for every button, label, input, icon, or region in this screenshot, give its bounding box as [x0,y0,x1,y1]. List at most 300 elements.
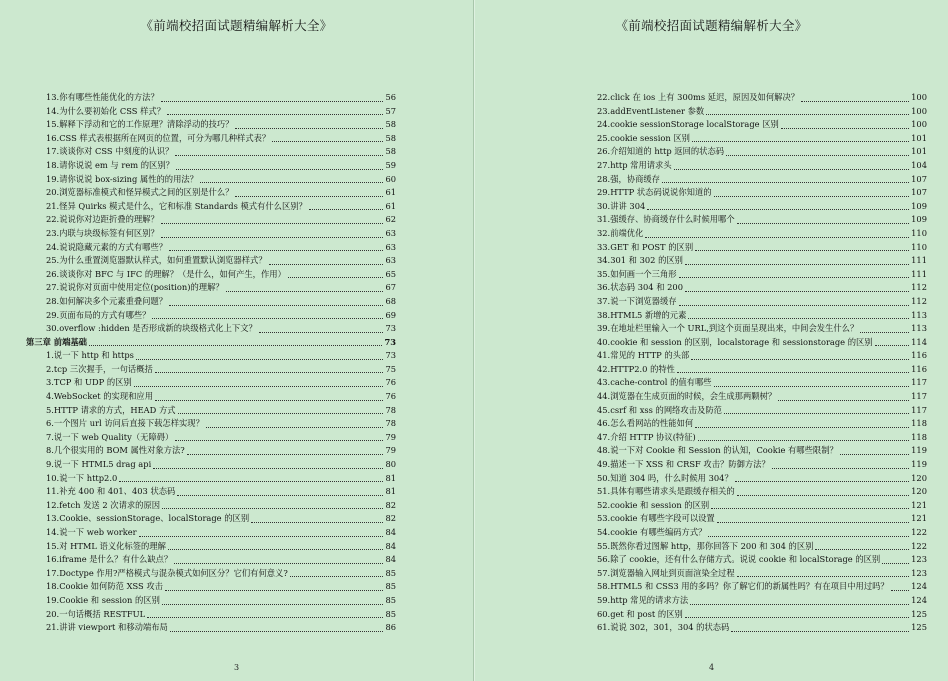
dot-leader [161,101,384,102]
toc-entry[interactable] [26,376,396,390]
dot-leader [147,617,383,618]
toc-entry-page: 86 [385,622,396,633]
toc-entry[interactable] [577,309,927,323]
dot-leader [691,359,909,360]
dot-leader [708,536,909,537]
toc-entry[interactable] [26,173,396,187]
dot-leader [714,196,910,197]
toc-entry-title: 26.介绍知道的 http 返回的状态码 [597,146,725,157]
dot-leader [679,305,910,306]
toc-entry-page: 121 [911,513,927,524]
toc-entry[interactable] [26,417,396,431]
dot-leader [153,468,383,469]
toc-entry-title: 42.HTTP2.0 的特性 [597,363,675,374]
toc-entry-title: 50.知道 304 吗，什么时候用 304？ [597,472,733,483]
dot-leader [206,427,384,428]
toc-entry-page: 63 [385,255,396,266]
toc-entry[interactable] [577,485,927,499]
toc-chapter-heading[interactable] [26,336,396,350]
toc-entry-title: 32.前端优化 [597,227,644,238]
toc-entry-page: 112 [911,295,927,306]
toc-entry-page: 114 [911,336,927,347]
toc-entry[interactable] [26,91,396,105]
toc-entry-title: 37.说一下浏览器缓存 [597,295,677,306]
toc-entry-page: 60 [385,173,396,184]
toc-entry-title: 第三章 前端基础 [26,336,87,347]
toc-entry-title: 27.http 常用请求头 [597,159,672,170]
toc-entry-page: 124 [911,581,927,592]
toc-entry[interactable] [26,200,396,214]
toc-entry[interactable] [26,540,396,554]
page-header: 《前端校招面试题精编解析大全》 [140,18,333,33]
page-header: 《前端校招面试题精编解析大全》 [615,18,808,33]
dot-leader [875,345,910,346]
dot-leader [840,454,909,455]
toc-entry-page: 118 [911,431,927,442]
toc-entry-title: 20.浏览器标准模式和怪异模式之间的区别是什么？ [46,187,234,198]
toc-entry-page: 82 [385,499,396,510]
toc-entry[interactable] [26,608,396,622]
toc-entry-title: 29.HTTP 状态码说说你知道的 [597,187,712,198]
dot-leader [309,209,384,210]
toc-entry[interactable] [26,444,396,458]
toc-entry-page: 101 [911,146,927,157]
toc-entry-title: 52.cookie 和 session 的区别 [597,499,710,510]
toc-entry[interactable] [26,145,396,159]
toc-entry[interactable] [577,295,927,309]
toc-entry[interactable] [26,254,396,268]
toc-entry-title: 13.你有哪些性能优化的方法？ [46,92,159,102]
toc-entry[interactable] [26,499,396,513]
toc-entry-page: 62 [385,214,396,225]
dot-leader [167,114,383,115]
dot-leader [119,481,383,482]
toc-entry-page: 79 [385,445,396,456]
toc-entry-title: 45.csrf 和 xss 的网络攻击及防范 [597,404,722,415]
toc-entry[interactable] [577,132,927,146]
toc-entry-page: 109 [911,200,927,211]
dot-leader [89,345,382,346]
toc-entry-page: 78 [385,418,396,429]
page-number: 4 [708,663,715,672]
dot-leader [251,522,383,523]
toc-entry[interactable] [26,132,396,146]
dot-leader [695,250,909,251]
dot-leader [134,386,384,387]
toc-entry-page: 84 [385,540,396,551]
toc-entry[interactable] [26,309,396,323]
dot-leader [269,264,384,265]
toc-entry-page: 61 [385,200,396,211]
toc-entry-page: 79 [385,431,396,442]
dot-leader [688,318,909,319]
toc-entry-page: 65 [385,268,396,279]
dot-leader [647,209,909,210]
toc-entry[interactable] [26,553,396,567]
dot-leader [706,114,909,115]
toc-entry-page: 73 [385,323,396,334]
toc-entry-title: 3.TCP 和 UDP 的区别 [46,377,132,388]
toc-entry-title: 22.说说你对边距折叠的理解？ [46,214,159,225]
toc-entry-title: 46.怎么看网站的性能如何 [597,418,694,429]
dot-leader [695,427,909,428]
toc-entry-page: 78 [385,404,396,415]
toc-entry[interactable] [26,580,396,594]
toc-entry-page: 81 [385,472,396,483]
dot-leader [174,563,383,564]
toc-entry[interactable] [577,281,927,295]
dot-leader [860,332,909,333]
toc-entry[interactable] [577,186,927,200]
toc-entry-page: 84 [385,554,396,565]
dot-leader [685,291,909,292]
toc-entry-title: 17.Doctype 作用?严格模式与混杂模式如何区分？它们有何意义? [46,567,288,578]
toc-entry[interactable] [577,431,927,445]
dot-leader [692,141,909,142]
toc-entry-title: 57.浏览器输入网址到页面渲染全过程 [597,567,735,578]
toc-entry-page: 69 [385,309,396,320]
toc-entry-title: 9.说一下 HTML5 drag api [46,459,152,470]
toc-entry-title: 60.get 和 post 的区别 [597,608,683,619]
toc-entry-page: 84 [385,527,396,537]
page-number: 3 [233,663,240,672]
toc-entry[interactable] [577,254,927,268]
toc-entry-page: 118 [911,418,927,429]
toc-entry-title: 6.一个图片 url 访问后直接下载怎样实现？ [46,418,204,429]
toc-entry-page: 125 [911,622,927,633]
toc-entry-page: 58 [385,119,396,130]
toc-entry[interactable] [26,268,396,282]
dot-leader [175,440,383,441]
toc-entry-page: 104 [911,159,927,170]
dot-leader [235,128,383,129]
dot-leader [711,508,909,509]
toc-entry-page: 81 [385,486,396,497]
toc-entry-page: 112 [911,282,927,293]
toc-entry[interactable] [26,472,396,486]
toc-entry[interactable] [577,91,927,105]
toc-entry[interactable] [577,363,927,377]
toc-entry-page: 124 [911,594,927,605]
toc-entry-title: 24.说说隐藏元素的方式有哪些？ [46,241,168,252]
table-of-contents [26,91,396,635]
toc-entry-page: 119 [911,459,927,470]
dot-leader [737,495,910,496]
toc-entry[interactable] [577,268,927,282]
toc-entry-page: 117 [911,391,927,402]
dot-leader [801,101,909,102]
toc-entry-page: 111 [911,255,927,266]
toc-entry-title: 7.说一下 web Quality（无障碍） [46,431,174,442]
toc-entry-page: 110 [911,227,927,238]
toc-entry[interactable] [577,553,927,567]
toc-entry-page: 113 [911,323,927,334]
toc-entry-page: 85 [385,581,396,592]
toc-entry-page: 101 [911,132,927,143]
toc-entry[interactable] [577,173,927,187]
toc-entry-title: 2.tcp 三次握手，一句话概括 [46,363,153,374]
toc-entry[interactable] [26,621,396,635]
toc-entry-title: 30.讲讲 304 [597,200,646,211]
toc-entry-title: 17.谈谈你对 CSS 中刻度的认识？ [46,146,174,157]
toc-entry[interactable] [26,159,396,173]
dot-leader [161,223,384,224]
toc-entry-page: 61 [385,187,396,198]
toc-entry[interactable] [577,540,927,554]
dot-leader [737,576,910,577]
dot-leader [717,522,909,523]
toc-entry-page: 123 [911,554,927,565]
toc-entry[interactable] [26,118,396,132]
toc-entry-title: 21.讲讲 viewport 和移动端布局 [46,622,168,633]
dot-leader [724,413,909,414]
dot-leader [674,169,910,170]
toc-entry-title: 14.为什么要初始化 CSS 样式？ [46,105,166,116]
toc-entry-title: 58.HTML5 和 CSS3 用的多吗？你了解它们的新属性吗？有在项目中用过吗？ [597,581,889,592]
toc-entry-title: 54.cookie 有哪些编码方式？ [597,527,707,537]
dot-leader [726,155,909,156]
toc-entry-page: 119 [911,445,927,456]
toc-entry-title: 51.具体有哪些请求头是跟缓存相关的 [597,486,735,497]
toc-entry-page: 67 [385,282,396,293]
toc-entry-title: 16.CSS 样式表根据所在网页的位置，可分为哪几种样式表？ [46,132,271,143]
toc-entry[interactable] [577,118,927,132]
dot-leader [155,372,384,373]
toc-entry-page: 57 [385,105,396,116]
toc-entry[interactable] [577,458,927,472]
toc-entry-page: 75 [385,363,396,374]
toc-entry-title: 41.常见的 HTTP 的头部 [597,350,690,361]
toc-entry[interactable] [577,322,927,336]
toc-entry-page: 117 [911,377,927,388]
toc-entry-page: 110 [911,241,927,252]
toc-entry-title: 8.几个很实用的 BOM 属性对象方法? [46,445,185,456]
toc-entry[interactable] [577,241,927,255]
toc-entry[interactable] [26,227,396,241]
dot-leader [176,169,383,170]
dot-leader [690,604,909,605]
dot-leader [891,590,909,591]
toc-entry[interactable] [26,512,396,526]
toc-entry-title: 21.怪异 Quirks 模式是什么，它和标准 Standards 模式有什么区别？ [46,200,307,211]
toc-entry-page: 100 [911,92,927,102]
toc-entry-title: 18.请你说说 em 与 rem 的区别？ [46,159,174,170]
toc-entry-title: 19.请你说说 box-sizing 属性的的用法？ [46,173,198,184]
toc-entry[interactable] [26,390,396,404]
toc-entry[interactable] [577,105,927,119]
dot-leader [272,141,383,142]
right-page [474,0,948,681]
toc-entry-title: 40.cookie 和 session 的区别，localstorage 和 sessionstorage 的区别 [597,336,873,347]
toc-entry[interactable] [26,485,396,499]
toc-entry[interactable] [577,227,927,241]
toc-entry[interactable] [577,404,927,418]
toc-entry[interactable] [26,295,396,309]
toc-entry[interactable] [26,241,396,255]
toc-entry-title: 28.强，协商缓存 [597,173,660,184]
toc-entry-page: 85 [385,567,396,578]
toc-entry-title: 44.浏览器在生成页面的时候，会生成那两颗树？ [597,391,777,402]
toc-entry-title: 12.fetch 发送 2 次请求的原因 [46,499,161,510]
dot-leader [169,305,383,306]
toc-entry[interactable] [577,621,927,635]
dot-leader [259,332,384,333]
toc-entry-title: 26.谈谈你对 BFC 与 IFC 的理解？（是什么，如何产生，作用） [46,268,286,279]
dot-leader [662,182,909,183]
toc-entry-page: 100 [911,105,927,116]
dot-leader [288,277,384,278]
toc-entry-page: 111 [911,268,927,279]
dot-leader [698,440,909,441]
toc-entry-title: 33.GET 和 POST 的区别 [597,241,694,252]
toc-entry[interactable] [26,322,396,336]
toc-entry-page: 68 [385,295,396,306]
dot-leader [152,318,383,319]
toc-entry-page: 117 [911,404,927,415]
toc-entry-title: 48.说一下对 Cookie 和 Session 的认知，Cookie 有哪些限制？ [597,445,838,456]
toc-entry-title: 28.如何解决多个元素重叠问题？ [46,295,168,306]
toc-entry-page: 73 [385,350,396,361]
toc-entry[interactable] [577,526,927,540]
toc-entry[interactable] [577,336,927,350]
toc-entry[interactable] [577,567,927,581]
toc-entry-title: 25.cookie session 区别 [597,132,690,143]
toc-entry[interactable] [26,567,396,581]
toc-entry[interactable] [26,186,396,200]
toc-entry-title: 1.说一下 http 和 https [46,350,134,361]
dot-leader [155,400,383,401]
toc-entry-title: 16.iframe 是什么？有什么缺点？ [46,554,173,565]
toc-entry-page: 113 [911,309,927,320]
toc-entry-title: 35.如何画一个三角形 [597,268,677,279]
toc-entry-page: 123 [911,567,927,578]
dot-leader [882,563,909,564]
toc-entry-page: 125 [911,608,927,619]
toc-entry-title: 5.HTTP 请求的方式，HEAD 方式 [46,404,176,415]
toc-entry[interactable] [26,404,396,418]
toc-entry-title: 61.说说 302，301，304 的状态码 [597,622,730,633]
toc-entry[interactable] [577,349,927,363]
toc-entry-page: 121 [911,499,927,510]
toc-entry[interactable] [26,281,396,295]
dot-leader [290,576,384,577]
dot-leader [685,264,909,265]
toc-entry-title: 23.内联与块级标签有何区别？ [46,227,159,238]
toc-entry-title: 19.Cookie 和 session 的区别 [46,594,160,605]
toc-entry-page: 120 [911,472,927,483]
toc-entry[interactable] [26,349,396,363]
dot-leader [778,400,909,401]
toc-entry-title: 23.addEventListener 参数 [597,105,705,116]
toc-entry-page: 56 [385,92,396,102]
toc-entry-title: 53.cookie 有哪些字段可以设置 [597,513,715,524]
toc-entry[interactable] [577,390,927,404]
toc-entry[interactable] [577,159,927,173]
toc-entry[interactable] [26,105,396,119]
dot-leader [136,359,384,360]
dot-leader [161,237,384,238]
dot-leader [235,196,383,197]
toc-entry-page: 58 [385,132,396,143]
toc-entry-title: 15.解释下浮动和它的工作原理？清除浮动的技巧？ [46,119,234,130]
toc-entry[interactable] [26,363,396,377]
toc-entry[interactable] [577,145,927,159]
dot-leader [815,549,909,550]
toc-entry-page: 63 [385,227,396,238]
toc-entry[interactable] [26,594,396,608]
toc-entry-title: 11.补充 400 和 401、403 状态码 [46,486,176,497]
toc-entry-page: 100 [911,119,927,130]
toc-entry-title: 29.页面布局的方式有哪些？ [46,309,151,320]
toc-entry-page: 116 [911,363,927,374]
toc-entry-title: 43.cache-control 的值有哪些 [597,377,712,388]
toc-entry[interactable] [577,213,927,227]
toc-entry[interactable] [577,472,927,486]
toc-entry-title: 24.cookie sessionStorage localStorage 区别 [597,119,779,130]
toc-entry-page: 122 [911,540,927,551]
toc-entry-title: 49.描述一下 XSS 和 CRSF 攻击？防御方法？ [597,459,770,470]
toc-entry[interactable] [577,200,927,214]
dot-leader [731,631,909,632]
table-of-contents [577,91,927,635]
toc-entry[interactable] [577,499,927,513]
toc-entry-page: 76 [385,377,396,388]
toc-entry-title: 30.overflow :hidden 是否形成新的块级格式化上下文？ [46,323,257,334]
toc-entry-page: 85 [385,594,396,605]
dot-leader [200,182,383,183]
dot-leader [168,549,384,550]
dot-leader [772,468,909,469]
dot-leader [178,413,384,414]
toc-entry-page: 82 [385,513,396,524]
toc-entry-page: 85 [385,608,396,619]
dot-leader [677,372,909,373]
dot-leader [170,631,384,632]
toc-entry[interactable] [577,512,927,526]
toc-entry-title: 10.说一下 http2.0 [46,472,118,483]
toc-entry-page: 122 [911,527,927,537]
toc-entry[interactable] [26,431,396,445]
toc-entry-page: 76 [385,391,396,402]
toc-entry[interactable] [26,526,396,540]
toc-entry[interactable] [577,594,927,608]
toc-entry-title: 15.对 HTML 语义化标签的理解 [46,540,166,551]
toc-entry[interactable] [577,444,927,458]
dot-leader [735,481,909,482]
toc-entry-page: 58 [385,146,396,157]
toc-entry-page: 120 [911,486,927,497]
toc-entry[interactable] [577,608,927,622]
dot-leader [187,454,384,455]
toc-entry[interactable] [577,376,927,390]
toc-entry-page: 107 [911,173,927,184]
dot-leader [226,291,384,292]
toc-entry-title: 34.301 和 302 的区别 [597,255,683,266]
toc-entry[interactable] [26,213,396,227]
toc-entry-page: 59 [385,159,396,170]
toc-entry-title: 36.状态码 304 和 200 [597,282,683,293]
toc-entry-title: 55.既然你看过图解 http，那你回答下 200 和 304 的区别 [597,540,814,551]
toc-entry-page: 116 [911,350,927,361]
toc-entry[interactable] [577,580,927,594]
toc-entry-title: 22.click 在 ios 上有 300ms 延迟，原因及如何解决？ [597,92,800,102]
toc-entry-title: 38.HTML5 新增的元素 [597,309,687,320]
toc-entry[interactable] [577,417,927,431]
toc-entry[interactable] [26,458,396,472]
toc-entry-title: 47.介绍 HTTP 协议(特征) [597,431,696,442]
toc-entry-page: 107 [911,187,927,198]
toc-entry-title: 27.说说你对页面中使用定位(position)的理解？ [46,282,224,293]
